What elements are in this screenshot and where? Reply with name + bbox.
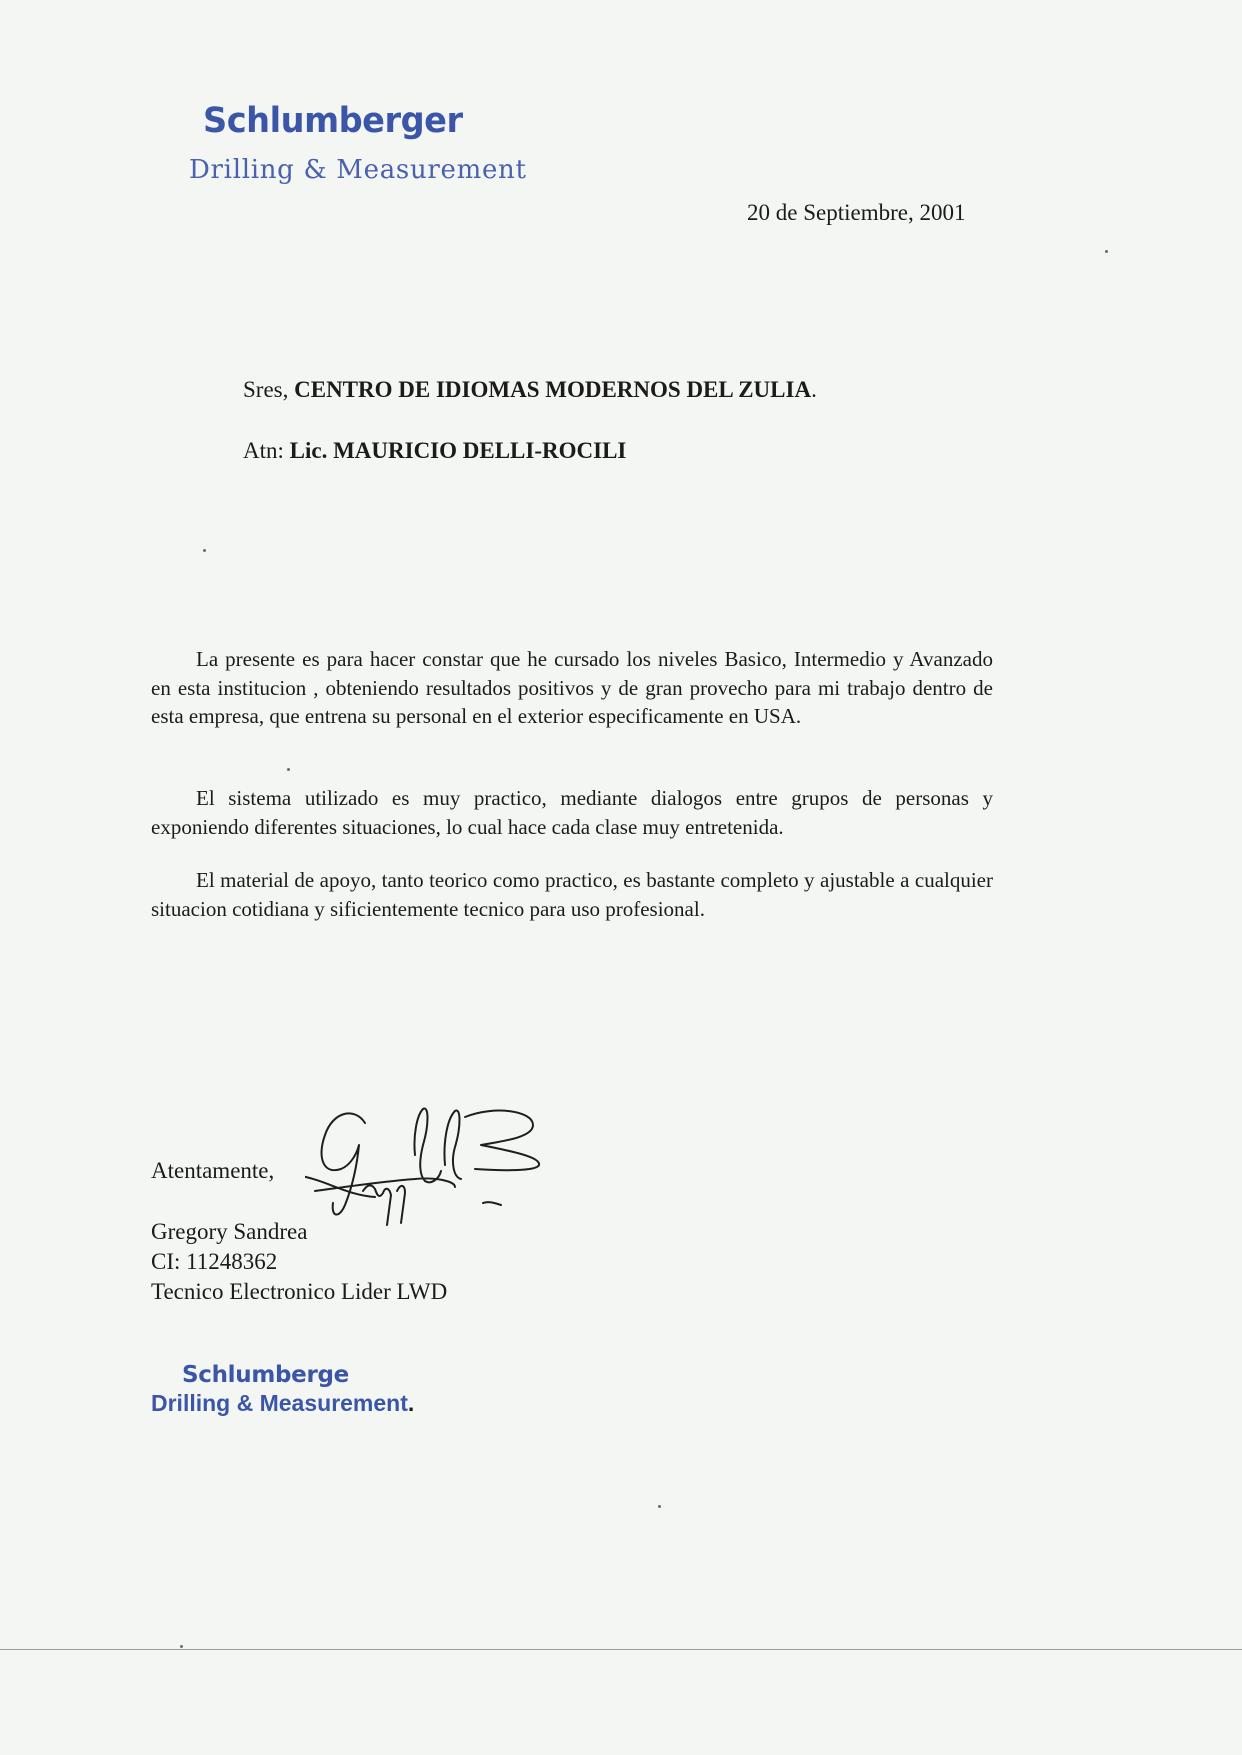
body-paragraph-1 <box>151 645 993 731</box>
paper-speck <box>180 1645 183 1648</box>
letterhead-company: Schlumberger <box>203 101 463 141</box>
paragraph-3-text: El material de apoyo, tanto teorico como practico, es bastante completo y ajustable a cualquier situacion cotidiana y sificientemente tecnico para uso profesional. <box>151 868 993 921</box>
paper-speck <box>1105 250 1108 253</box>
paragraph-2-text: El sistema utilizado es muy practico, mediante dialogos entre grupos de personas y exponiendo diferentes situaciones, lo cual hace cada clase muy entretenida. <box>151 786 993 839</box>
page-bottom-rule <box>0 1649 1242 1650</box>
paper-speck <box>203 549 206 552</box>
attention-line <box>243 438 626 464</box>
footer-division: Drilling & Measurement <box>151 1390 408 1416</box>
footer-division-end: . <box>407 1390 415 1416</box>
signer-block <box>151 1217 447 1307</box>
paper-speck <box>658 1505 661 1508</box>
closing-text: Atentamente, <box>151 1158 275 1183</box>
paper-speck <box>287 768 290 771</box>
letterhead-logo <box>203 101 473 141</box>
body-paragraph-2 <box>151 784 993 841</box>
footer-company: Schlumberge <box>182 1362 349 1388</box>
paragraph-1-text: La presente es para hacer constar que he cursado los niveles Basico, Intermedio y Avanzado en esta institucion , obteniendo resultados positivos y de gran provecho para mi trabajo dentro de esta empresa, que entrena su personal en el exterior especificamente en USA. <box>151 647 993 728</box>
recipient-prefix: Sres, <box>243 377 289 402</box>
signer-name: Gregory Sandrea <box>151 1219 308 1244</box>
recipient-line <box>243 377 817 403</box>
letterhead-division: Drilling & Measurement <box>189 155 527 185</box>
body-paragraph-3 <box>151 866 993 923</box>
letter-date: 20 de Septiembre, 2001 <box>747 200 966 225</box>
recipient-suffix: . <box>811 377 817 402</box>
signer-id: CI: 11248362 <box>151 1249 278 1274</box>
attention-name: Lic. MAURICIO DELLI-ROCILI <box>289 438 627 463</box>
recipient-name: CENTRO DE IDIOMAS MODERNOS DEL ZULIA <box>294 377 812 402</box>
signer-title: Tecnico Electronico Lider LWD <box>151 1279 448 1304</box>
footer-logo <box>151 1362 414 1417</box>
footer-division-line <box>151 1390 414 1417</box>
attention-prefix: Atn: <box>243 438 284 463</box>
